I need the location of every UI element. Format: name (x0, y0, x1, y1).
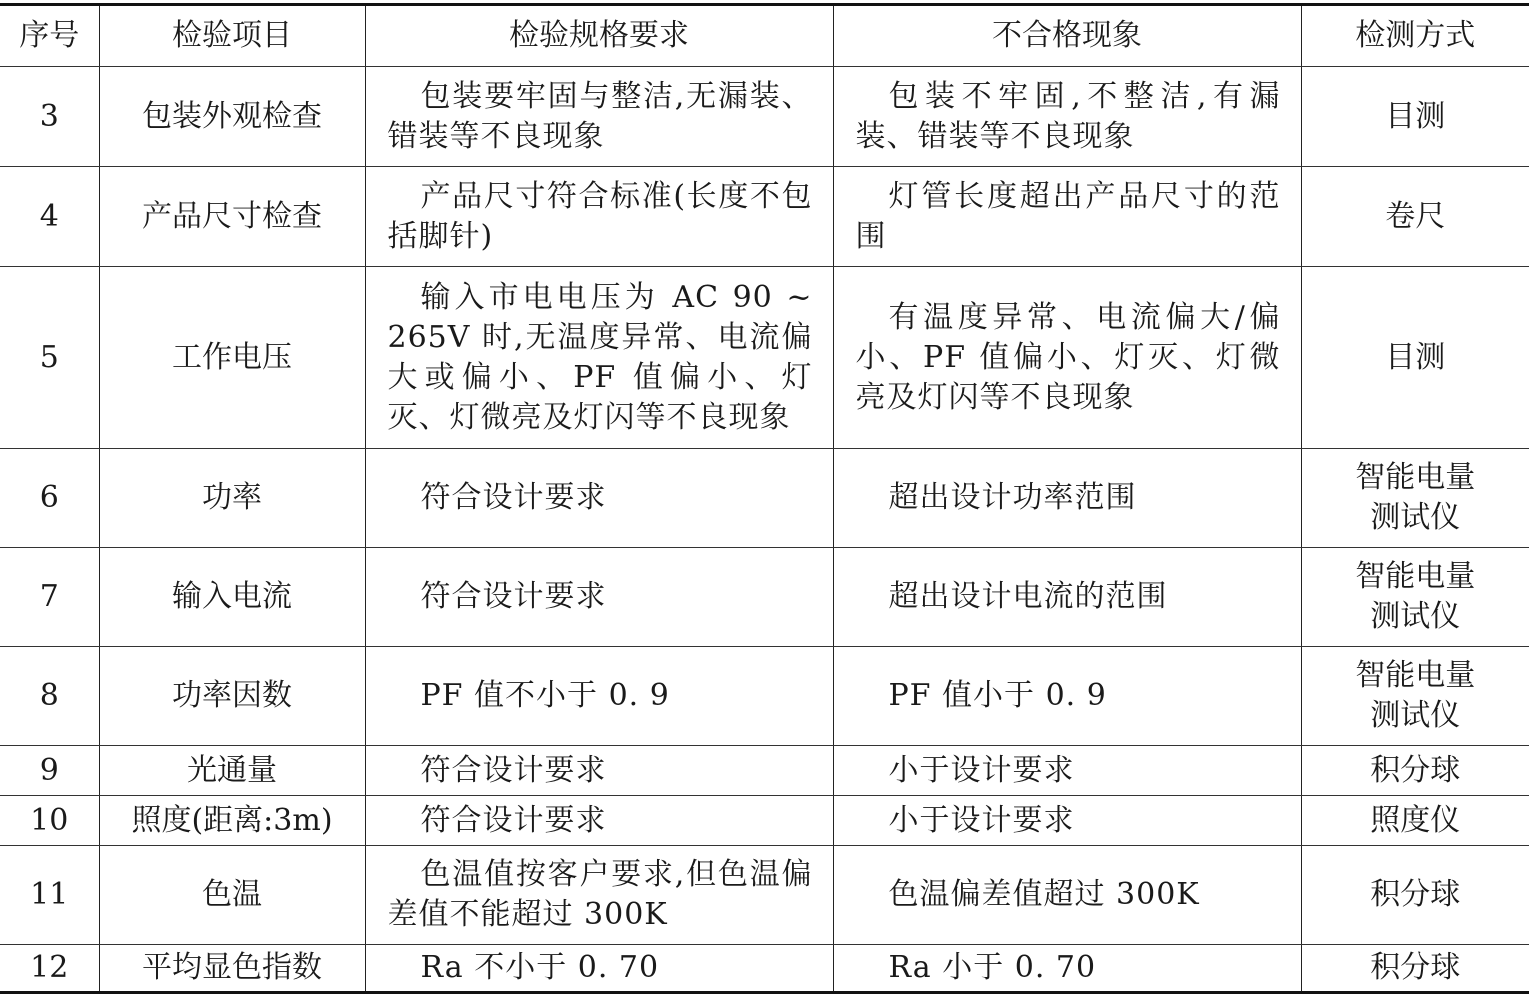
row-requirement: 输入市电电压为 AC 90 ~ 265V 时,无温度异常、电流偏大或偏小、PF 值偏小、灯灭、灯微亮及灯闪等不良现象 (365, 267, 833, 449)
row-no: 12 (0, 945, 99, 993)
row-defect: 色温偏差值超过 300K (833, 846, 1301, 945)
row-method: 积分球 (1301, 846, 1529, 945)
row-defect: 灯管长度超出产品尺寸的范围 (833, 167, 1301, 267)
row-requirement: Ra 不小于 0. 70 (365, 945, 833, 993)
row-defect: 超出设计功率范围 (833, 449, 1301, 548)
header-method: 检测方式 (1301, 5, 1529, 67)
row-requirement: 包装要牢固与整洁,无漏装、错装等不良现象 (365, 67, 833, 167)
row-method: 照度仪 (1301, 796, 1529, 846)
row-item: 功率 (99, 449, 365, 548)
row-method: 目测 (1301, 267, 1529, 449)
table-row (0, 746, 1529, 796)
row-method: 积分球 (1301, 945, 1529, 993)
row-no: 9 (0, 746, 99, 796)
row-method: 目测 (1301, 67, 1529, 167)
table-row (0, 846, 1529, 945)
row-no: 5 (0, 267, 99, 449)
row-defect: 有温度异常、电流偏大/偏小、PF 值偏小、灯灭、灯微亮及灯闪等不良现象 (833, 267, 1301, 449)
row-item: 产品尺寸检查 (99, 167, 365, 267)
row-item: 工作电压 (99, 267, 365, 449)
row-item: 光通量 (99, 746, 365, 796)
inspection-table (0, 3, 1529, 994)
row-item: 照度(距离:3m) (99, 796, 365, 846)
row-no: 11 (0, 846, 99, 945)
row-requirement: 符合设计要求 (365, 746, 833, 796)
header-defect: 不合格现象 (833, 5, 1301, 67)
header-row (0, 5, 1529, 67)
row-defect: 包装不牢固,不整洁,有漏装、错装等不良现象 (833, 67, 1301, 167)
row-requirement: PF 值不小于 0. 9 (365, 647, 833, 746)
row-defect: 小于设计要求 (833, 796, 1301, 846)
row-method: 智能电量测试仪 (1301, 548, 1529, 647)
header-item: 检验项目 (99, 5, 365, 67)
row-no: 4 (0, 167, 99, 267)
table-row (0, 548, 1529, 647)
row-defect: 小于设计要求 (833, 746, 1301, 796)
row-requirement: 符合设计要求 (365, 449, 833, 548)
row-item: 平均显色指数 (99, 945, 365, 993)
header-requirement: 检验规格要求 (365, 5, 833, 67)
row-defect: 超出设计电流的范围 (833, 548, 1301, 647)
row-method: 智能电量测试仪 (1301, 449, 1529, 548)
table-row (0, 647, 1529, 746)
row-method: 智能电量测试仪 (1301, 647, 1529, 746)
row-no: 10 (0, 796, 99, 846)
row-requirement: 符合设计要求 (365, 796, 833, 846)
row-defect: PF 值小于 0. 9 (833, 647, 1301, 746)
table-row (0, 67, 1529, 167)
table-row (0, 167, 1529, 267)
row-requirement: 符合设计要求 (365, 548, 833, 647)
table-row (0, 945, 1529, 993)
table-row (0, 449, 1529, 548)
row-defect: Ra 小于 0. 70 (833, 945, 1301, 993)
row-no: 3 (0, 67, 99, 167)
row-item: 色温 (99, 846, 365, 945)
row-item: 包装外观检查 (99, 67, 365, 167)
header-no: 序号 (0, 5, 99, 67)
row-method: 卷尺 (1301, 167, 1529, 267)
table-row (0, 796, 1529, 846)
row-no: 8 (0, 647, 99, 746)
row-no: 6 (0, 449, 99, 548)
row-no: 7 (0, 548, 99, 647)
row-item: 功率因数 (99, 647, 365, 746)
row-method: 积分球 (1301, 746, 1529, 796)
table-row (0, 267, 1529, 449)
row-requirement: 产品尺寸符合标准(长度不包括脚针) (365, 167, 833, 267)
row-item: 输入电流 (99, 548, 365, 647)
row-requirement: 色温值按客户要求,但色温偏差值不能超过 300K (365, 846, 833, 945)
